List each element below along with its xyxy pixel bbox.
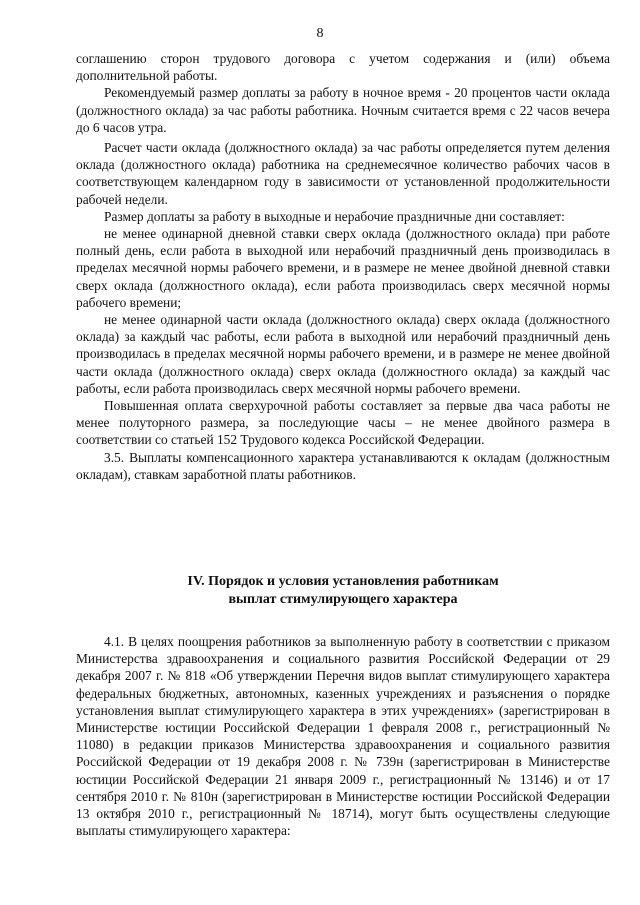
section-heading-line: IV. Порядок и условия установления работникам: [187, 574, 499, 589]
section-heading: [76, 573, 610, 609]
list-paragraph: не менее одинарной дневной ставки сверх оклада (должностного оклада) при работе полный день, если работа в выходной или нерабочий праздничный день производилась в пределах месячной нормы рабочего времени, и в размере не менее двойной дневной ставки сверх оклада (должностного оклада), если работа производилась сверх месячной нормы рабочего времени;: [76, 226, 610, 310]
page-number: 8: [316, 26, 324, 41]
paragraph: Расчет части оклада (должностного оклада) за час работы определяется путем деления оклада (должностного оклада) работника на среднемесячное количество рабочих часов в соответствующем календарном году в зависимости от установленной продолжительности рабочей недели.: [76, 140, 610, 207]
section-heading-line: выплат стимулирующего характера: [228, 592, 458, 607]
paragraph: 4.1. В целях поощрения работников за выполненную работу в соответствии с приказом Министерства здравоохранения и социального развития Российской Федерации от 29 декабря 2007 г. № 818 «Об утверждении Перечня видов выплат стимулирующего характера федеральных бюджетных, автономных, казенных учреждениях и разъяснения о порядке установления выплат стимулирующего характера в этих учреждениях» (зарегистрирован в Министерстве юстиции Российской Федерации 1 февраля 2008 г., регистрационный № 11080) в редакции приказов Министерства здравоохранения и социального развития Российской Федерации от 19 декабря 2008 г. № 739н (зарегистрирован в Министерстве юстиции Российской Федерации 21 января 2009 г., регистрационный № 13146) и от 17 сентября 2010 г. № 810н (зарегистрирован в Министерстве юстиции Российской Федерации 13 октября 2010 г., регистрационный № 18714), могут быть осуществлены следующие выплаты стимулирующего характера:: [76, 634, 610, 839]
text-block-top: [76, 50, 610, 483]
list-paragraph: не менее одинарной части оклада (должностного оклада) сверх оклада (должностного оклада) за каждый час работы, если работа в выходной или нерабочий праздничный день производилась в пределах месячной нормы рабочего времени, и в размере не менее двойной части оклада (должностного оклада) сверх оклада (должностного оклада) за каждый час работы, если работа производилась сверх месячной нормы рабочего времени.: [76, 312, 610, 396]
paragraph: Рекомендуемый размер доплаты за работу в ночное время - 20 процентов части оклада (должностного оклада) за час работы работника. Ночным считается время с 22 часов вечера до 6 часов утра.: [76, 85, 610, 135]
paragraph: Повышенная оплата сверхурочной работы составляет за первые два часа работы не менее полуторного размера, за последующие часы – не менее двойного размера в соответствии со статьей 152 Трудового кодекса Российской Федерации.: [76, 398, 610, 448]
paragraph: соглашению сторон трудового договора с учетом содержания и (или) объема дополнительной работы.: [76, 51, 610, 84]
paragraph: Размер доплаты за работу в выходные и нерабочие праздничные дни составляет:: [104, 208, 565, 224]
paragraph: 3.5. Выплаты компенсационного характера устанавливаются к окладам (должностным окладам), ставкам заработной платы работников.: [76, 449, 610, 482]
text-block-bottom: [76, 633, 610, 839]
